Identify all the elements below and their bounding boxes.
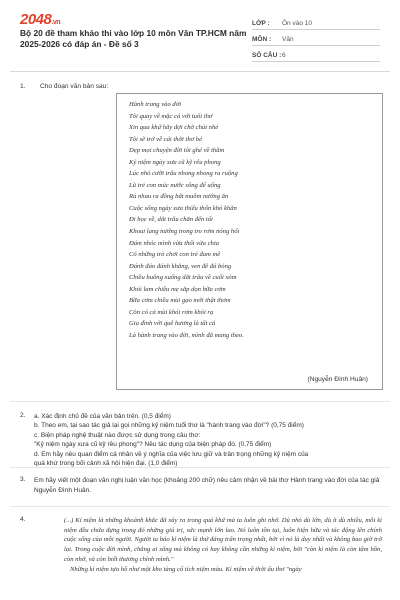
question-number: 2. — [20, 412, 26, 419]
poem-line: Rủ nhau ra đồng bắt muỗm nướng ăn — [129, 193, 229, 201]
passage-paragraph: (...) Kỉ niệm là những khoảnh khắc đã xảy ra trong quá khứ mà ta luôn ghi nhớ. Dù nhỏ dù lớn, dù ít dù nhiều, mỗi kỉ niệm đều chứa đựng trong đó những giá trị, sức mạnh lớn lao. Nó luôn tồn tại, luôn hiện hữu và tác động lên chính cuộc sống của mỗi người. Người ta bảo kỉ niệm là thứ đáng trân trọng nhất, bởi vì nó là duy nhất và không bao giờ trở lại. Trong cuộc đời mình, chẳng ai sống mà không có hay không cần những kỉ niệm, bởi "còn kỉ niệm là còn tâm hồn, còn nhớ, và còn biết thương chính mình." — [64, 517, 382, 563]
site-logo[interactable] — [20, 11, 60, 28]
poem-line: Lũ trẻ con múc nước sông để uống — [129, 181, 221, 189]
poem-line: Tôi quay về mặc cả với tuổi thơ — [129, 112, 213, 120]
poem-line: Chiều buông xuống dắt trâu về cuối xóm — [129, 274, 237, 282]
question-item: c. Biện pháp nghệ thuật nào được sử dụng trong câu thơ: — [34, 431, 201, 439]
poem-line: Còn có cả mùi khói rơm khói rạ — [129, 308, 214, 316]
poem-line: Khói lam chiều mẹ sắp dọn bữa cơm — [129, 285, 226, 293]
question-3-text: Em hãy viết một đoạn văn nghị luận văn học (khoảng 200 chữ) nêu cảm nhận về bài thơ Hành trang vào đời của tác giả Nguyễn Đình Huân. — [34, 477, 380, 494]
question-2-items — [34, 412, 384, 468]
question-item: "Kỷ niệm ngày xưa cũ kỹ rêu phong"? Nêu tác dụng của biện pháp đó. (0,75 điểm) — [34, 441, 272, 449]
poem-author: (Nguyễn Đình Huân) — [307, 376, 368, 383]
logo-domain: .vn — [51, 19, 60, 26]
meta-row-subject — [252, 30, 380, 46]
poem-line: Đi học về, dắt trâu chăn đến tối — [129, 216, 213, 224]
poem-line: Kỷ niệm ngày xưa cũ kỹ rêu phong — [129, 158, 221, 166]
poem-line: Là hành trang vào đời, mình đã mang theo. — [129, 331, 244, 339]
exam-meta — [252, 14, 380, 62]
poem-line: Khoai lang nướng trong tro rơm nóng hổi — [129, 228, 240, 236]
meta-key: SỐ CÂU : — [252, 52, 282, 59]
poem-line: Có những trò chơi con trẻ đam mê — [129, 251, 221, 259]
meta-key: LỚP : — [252, 20, 270, 27]
question-item: quá khứ trong bối cảnh xã hội hiện đại. (1,0 điểm) — [34, 460, 178, 468]
passage-paragraph: Những kỉ niệm tựa hồ như một kho tàng cổ tích niệm màu. Kỉ niệm về thời ấu thơ "ngày — [70, 565, 302, 573]
poem-line: Xin qua khứ hãy đợi chờ chút nhé — [129, 124, 219, 132]
logo-number: 2048 — [20, 11, 52, 28]
meta-value: 6 — [282, 52, 286, 59]
poem-box — [116, 93, 383, 390]
page-header — [0, 0, 400, 66]
question-1-prompt: Cho đoạn văn bản sau: — [40, 83, 109, 90]
poem-line: Gia đình với quê hương là tất cả — [129, 320, 216, 328]
meta-value: Văn — [282, 36, 294, 43]
question-number: 3. — [20, 476, 26, 483]
poem-line: Lúc nhỏ cưỡi trâu nhong nhong ra ruộng — [129, 170, 238, 178]
question-separator — [10, 506, 390, 507]
question-item: b. Theo em, tại sao tác giả lại gọi những kỷ niệm tuổi thơ là "hành trang vào đời"? (0,75 điểm) — [34, 422, 304, 430]
meta-row-class — [252, 14, 380, 30]
poem-line: Đám nhóc mình vừa thổi vừa chia — [129, 239, 219, 247]
poem-line: Dẹp mọi chuyện đời tôi ghé về thăm — [129, 147, 225, 155]
header-divider — [10, 71, 390, 72]
poem-lines — [129, 99, 244, 341]
question-number: 1. — [20, 83, 26, 90]
meta-value: Ôn vào 10 — [282, 20, 312, 27]
page-title: Bộ 20 đề tham khảo thi vào lớp 10 môn Văn TP.HCM năm 2025-2026 có đáp án - Đề số 3 — [20, 28, 247, 49]
question-item: d. Em hãy nêu quan điểm cá nhân về ý nghĩa của việc lưu giữ và trân trọng những kỷ niệm của — [34, 450, 309, 458]
question-item: a. Xác định chủ đề của văn bản trên. (0,5 điểm) — [34, 413, 171, 420]
question-4-passage — [64, 516, 382, 574]
meta-row-count — [252, 46, 380, 62]
meta-key: MÔN : — [252, 36, 272, 43]
poem-line: Bữa cơm chiều mùi gạo mới thật thơm — [129, 297, 231, 305]
question-number: 4. — [20, 516, 26, 523]
question-separator — [10, 467, 390, 468]
poem-line: Đánh đáo đánh khăng, ven đê đá bóng — [129, 262, 232, 270]
question-separator — [10, 401, 390, 402]
poem-line: Tôi sẽ trở về cái thời thơ bé — [129, 135, 203, 143]
poem-line: Hành trang vào đời — [129, 101, 182, 108]
poem-line: Cuộc sống ngày xưa thiếu thốn khó khăn — [129, 204, 237, 212]
